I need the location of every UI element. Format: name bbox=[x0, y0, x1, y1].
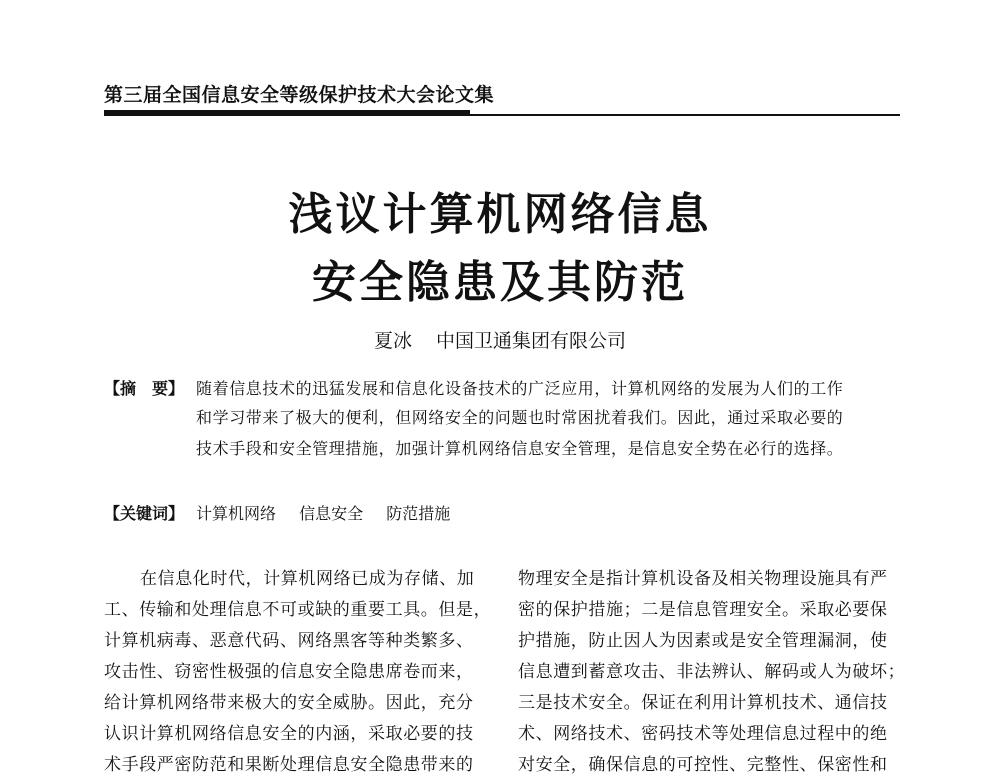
body-line: 在信息化时代，计算机网络已成为存储、加 bbox=[140, 569, 475, 589]
author-affiliation: 中国卫通集团有限公司 bbox=[436, 330, 627, 352]
keywords-label: 【关键词】 bbox=[104, 504, 185, 523]
abstract-line: 和学习带来了极大的便利，但网络安全的问题也时常困扰着我们。因此，通过采取必要的 bbox=[196, 408, 844, 427]
running-head: 第三届全国信息安全等级保护技术大会论文集 bbox=[104, 84, 495, 106]
keyword: 防范措施 bbox=[386, 504, 451, 523]
paper-title-line-2: 安全隐患及其防范 bbox=[312, 257, 688, 308]
body-column-right bbox=[518, 564, 906, 781]
abstract-line: 技术手段和安全管理措施，加强计算机网络信息安全管理，是信息安全势在必行的选择。 bbox=[196, 439, 844, 458]
body-line: 认识计算机网络信息安全的内涵，采取必要的技 bbox=[104, 724, 474, 744]
body-line: 密的保护措施；二是信息管理安全。采取必要保 bbox=[518, 600, 888, 620]
body-line: 术手段严密防范和果断处理信息安全隐患带来的 bbox=[104, 755, 474, 775]
paper-title-line-1: 浅议计算机网络信息 bbox=[288, 189, 712, 240]
body-line: 信息遭到蓄意攻击、非法辨认、解码或人为破坏； bbox=[518, 662, 906, 682]
author-name: 夏冰 bbox=[373, 330, 412, 352]
body-line: 术、网络技术、密码技术等处理信息过程中的绝 bbox=[518, 724, 888, 744]
abstract-label: 【摘 要】 bbox=[104, 379, 185, 398]
keyword: 计算机网络 bbox=[196, 504, 277, 523]
body-line: 三是技术安全。保证在利用计算机技术、通信技 bbox=[518, 693, 888, 713]
body-line: 工、传输和处理信息不可或缺的重要工具。但是， bbox=[104, 600, 492, 620]
body-line: 攻击性、窃密性极强的信息安全隐患席卷而来， bbox=[104, 662, 474, 682]
keyword: 信息安全 bbox=[299, 504, 364, 523]
body-line: 对安全，确保信息的可控性、完整性、保密性和 bbox=[518, 755, 888, 775]
body-line: 物理安全是指计算机设备及相关物理设施具有严 bbox=[518, 569, 888, 589]
keywords-list bbox=[196, 501, 468, 524]
byline bbox=[0, 326, 1000, 353]
abstract-line: 随着信息技术的迅猛发展和信息化设备技术的广泛应用，计算机网络的发展为人们的工作 bbox=[196, 379, 844, 398]
body-line: 计算机病毒、恶意代码、网络黑客等种类繁多、 bbox=[104, 631, 474, 651]
body-line: 给计算机网络带来极大的安全威胁。因此，充分 bbox=[104, 693, 474, 713]
body-column-left bbox=[104, 564, 494, 781]
body-line: 护措施，防止因人为因素或是安全管理漏洞，使 bbox=[518, 631, 888, 651]
header-rule-thin bbox=[104, 114, 900, 116]
